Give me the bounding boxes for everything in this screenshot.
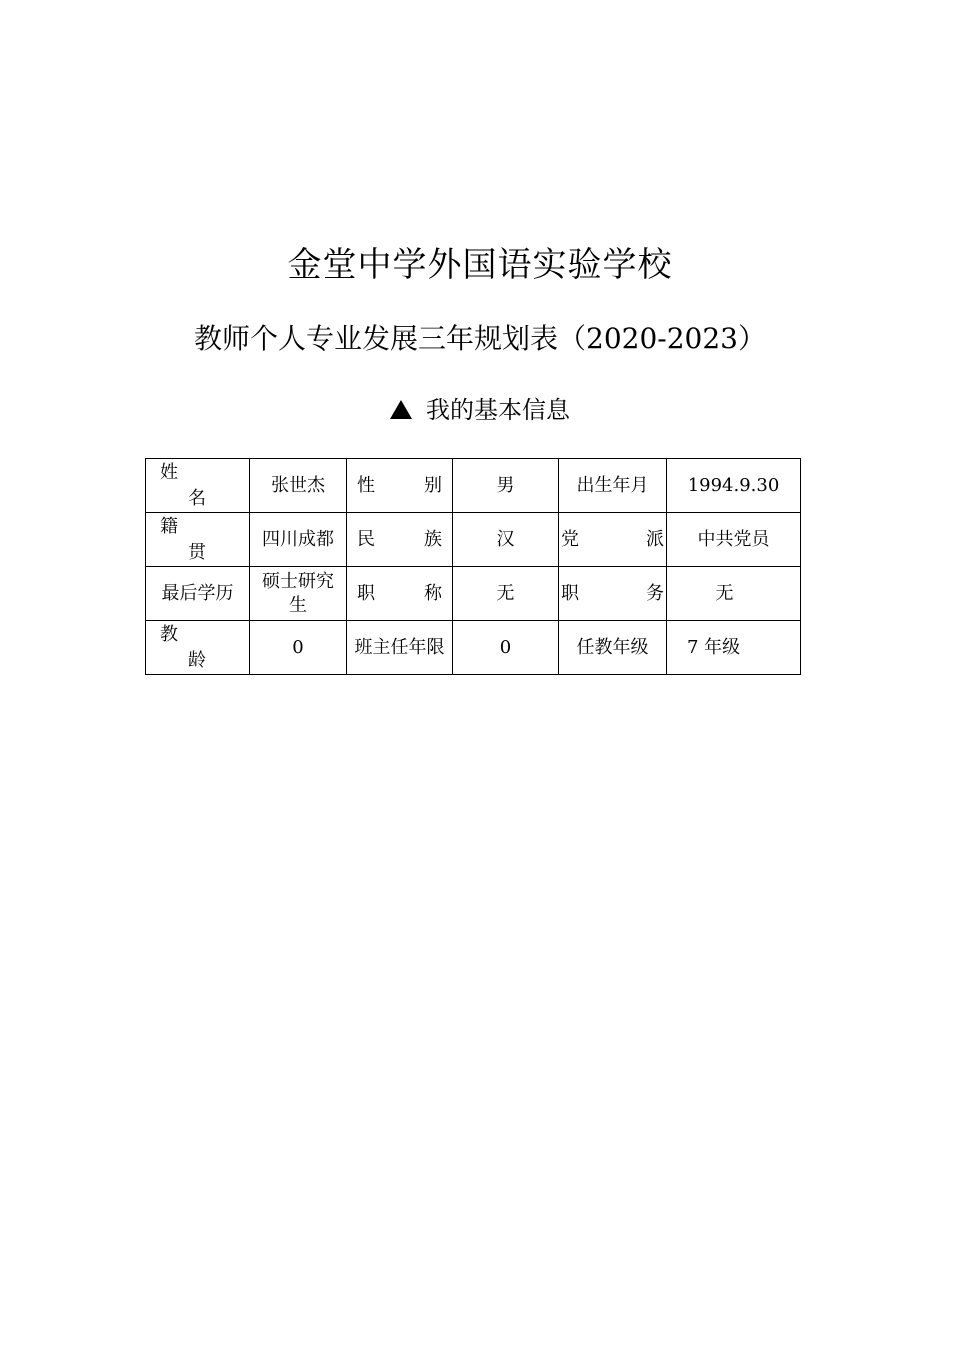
title-label-char2: 称: [424, 582, 442, 604]
triangle-icon: [390, 400, 412, 419]
origin-label-line1: 籍: [160, 515, 178, 537]
headteacher-years-value: 0: [453, 621, 559, 675]
origin-label-cell: [146, 513, 250, 567]
party-value: 中共党员: [667, 513, 801, 567]
headteacher-years-label: 班主任年限: [347, 621, 453, 675]
party-label-char2: 派: [646, 528, 664, 550]
table-row: [146, 567, 801, 621]
origin-value: 四川成都: [250, 513, 347, 567]
ethnicity-label-char2: 族: [424, 528, 442, 550]
table-row: [146, 621, 801, 675]
party-label-cell: [559, 513, 667, 567]
birth-value: 1994.9.30: [667, 459, 801, 513]
name-label-line2: 名: [188, 487, 206, 509]
grade-label: 任教年级: [559, 621, 667, 675]
ethnicity-label-char1: 民: [357, 528, 375, 550]
ethnicity-value: 汉: [453, 513, 559, 567]
name-value: 张世杰: [250, 459, 347, 513]
basic-info-table: [145, 458, 801, 675]
title-value: 无: [453, 567, 559, 621]
name-label-cell: [146, 459, 250, 513]
gender-value: 男: [453, 459, 559, 513]
teaching-years-label-cell: [146, 621, 250, 675]
teaching-years-label-line2: 龄: [188, 649, 206, 671]
school-name: 金堂中学外国语实验学校: [287, 245, 673, 285]
education-label: 最后学历: [146, 567, 250, 621]
position-label-cell: [559, 567, 667, 621]
teaching-years-value: 0: [250, 621, 347, 675]
origin-label-line2: 贯: [188, 541, 206, 563]
position-label-char2: 务: [646, 582, 664, 604]
name-label-line1: 姓: [160, 461, 178, 483]
gender-label-char1: 性: [357, 474, 375, 496]
position-value: 无: [715, 582, 734, 604]
education-value-line1: 硕士研究: [262, 570, 334, 592]
party-label-char1: 党: [561, 528, 579, 550]
grade-value-cell: [667, 621, 801, 675]
teaching-years-label-line1: 教: [160, 623, 178, 645]
section-title: 我的基本信息: [426, 396, 570, 424]
table-row: [146, 513, 801, 567]
form-title: 教师个人专业发展三年规划表（2020-2023）: [194, 322, 766, 355]
title-label-cell: [347, 567, 453, 621]
table-row: [146, 459, 801, 513]
ethnicity-label-cell: [347, 513, 453, 567]
position-value-cell: [667, 567, 801, 621]
birth-label: 出生年月: [559, 459, 667, 513]
gender-label-char2: 别: [424, 474, 442, 496]
position-label-char1: 职: [561, 582, 579, 604]
gender-label-cell: [347, 459, 453, 513]
grade-value: 7 年级: [687, 636, 741, 658]
section-heading: [0, 392, 960, 428]
title-label-char1: 职: [357, 582, 375, 604]
education-value-line2: 生: [289, 594, 307, 616]
education-value-cell: [250, 567, 347, 621]
